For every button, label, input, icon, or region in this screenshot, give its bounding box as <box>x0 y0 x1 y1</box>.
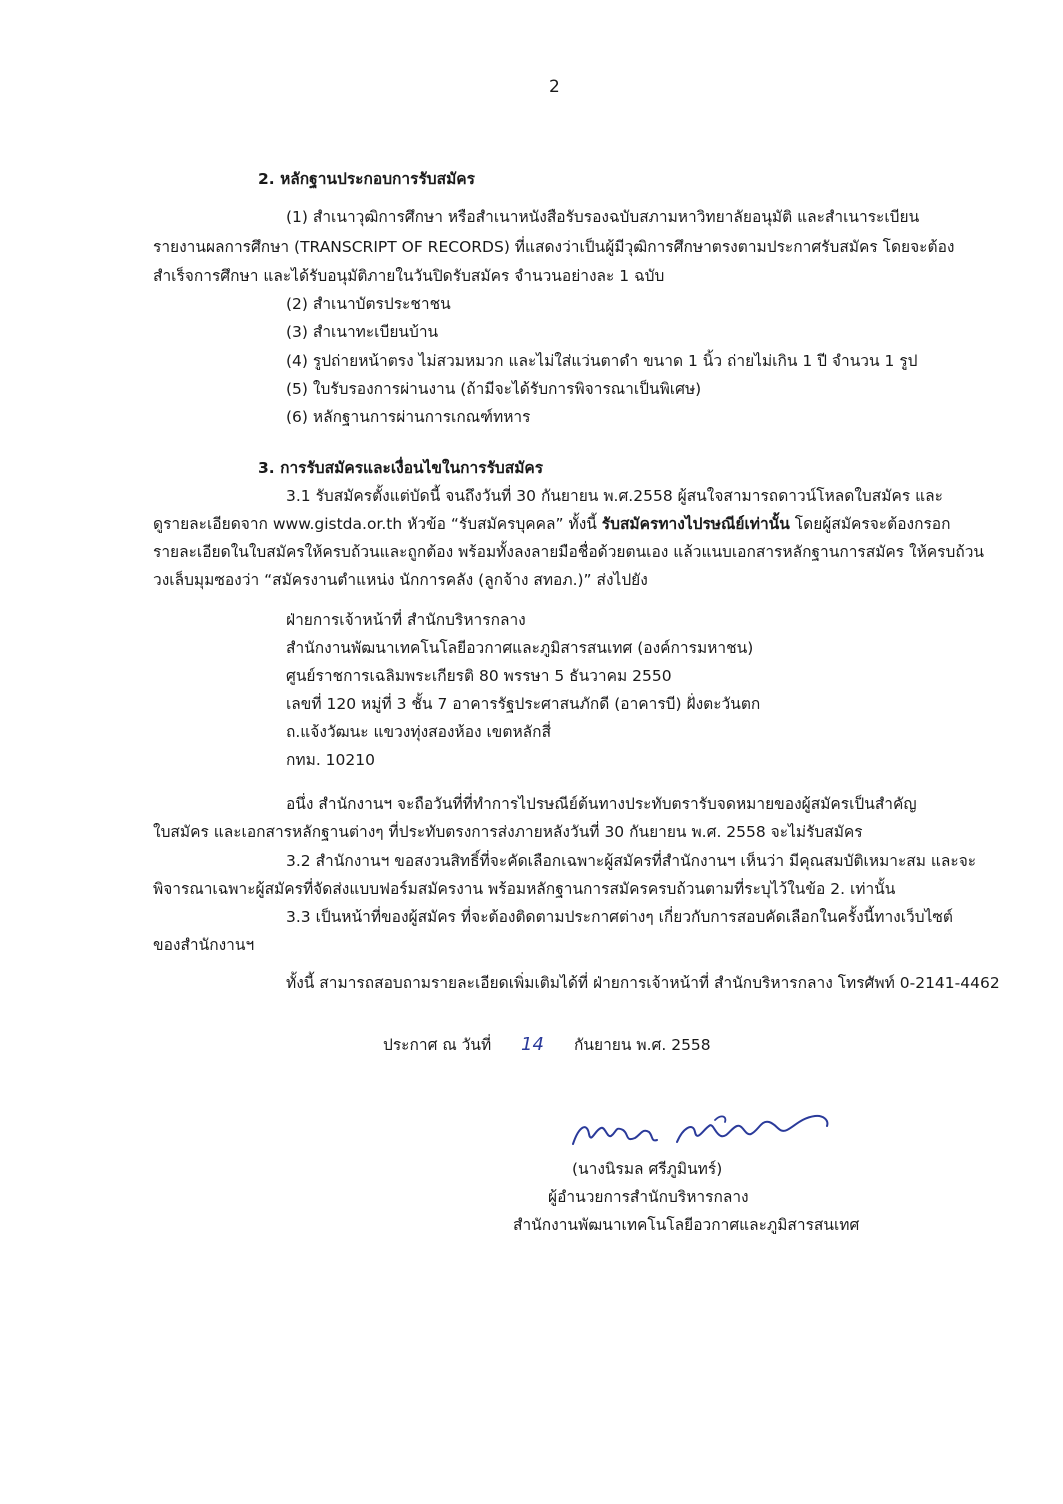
contact-line: ทั้งนี้ สามารถสอบถามรายละเอียดเพิ่มเติมได้ที่ ฝ่ายการเจ้าหน้าที่ สำนักบริหารกลาง โทรศัพท์ 0-2141-4462 <box>286 974 1000 992</box>
section-3-2-line-1: 3.2 สำนักงานฯ ขอสงวนสิทธิ์ที่จะคัดเลือกเฉพาะผู้สมัครที่สำนักงานฯ เห็นว่า มีคุณสมบัติเหมาะสม และจะ <box>286 852 977 870</box>
note-line-2: ใบสมัคร และเอกสารหลักฐานต่างๆ ที่ประทับตรงการส่งภายหลังวันที่ 30 กันยายน พ.ศ. 2558 จะไม่รับสมัคร <box>153 823 863 841</box>
address-line: ฝ่ายการเจ้าหน้าที่ สำนักบริหารกลาง <box>286 611 526 629</box>
signatory-position: ผู้อำนวยการสำนักบริหารกลาง <box>548 1188 749 1206</box>
postal-only-notice: รับสมัครทางไปรษณีย์เท่านั้น <box>601 515 790 533</box>
signature-image <box>565 1108 845 1158</box>
section-2-item-2: (2) สำเนาบัตรประชาชน <box>286 295 451 313</box>
address-line: ศูนย์ราชการเฉลิมพระเกียรติ 80 พรรษา 5 ธันวาคม 2550 <box>286 667 672 685</box>
section-3-1-line-2-start: ดูรายละเอียดจาก www.gistda.or.th หัวข้อ “รับสมัครบุคคล” ทั้งนี้ <box>153 515 602 533</box>
section-2-heading: 2. หลักฐานประกอบการรับสมัคร <box>258 170 475 188</box>
address-line: สำนักงานพัฒนาเทคโนโลยีอวกาศและภูมิสารสนเทศ (องค์การมหาชน) <box>286 639 754 657</box>
address-line: ถ.แจ้งวัฒนะ แขวงทุ่งสองห้อง เขตหลักสี่ <box>286 723 552 741</box>
section-3-heading: 3. การรับสมัครและเงื่อนไขในการรับสมัคร <box>258 459 544 477</box>
section-3-1-line-2 <box>153 513 950 535</box>
signatory-name: (นางนิรมล ศรีภูมินทร์) <box>572 1160 723 1178</box>
section-3-3-line-1: 3.3 เป็นหน้าที่ของผู้สมัคร ที่จะต้องติดตามประกาศต่างๆ เกี่ยวกับการสอบคัดเลือกในครั้งนี้ทางเว็บไซต์ <box>286 908 953 926</box>
section-3-2-line-2: พิจารณาเฉพาะผู้สมัครที่จัดส่งแบบฟอร์มสมัครงาน พร้อมหลักฐานการสมัครครบถ้วนตามที่ระบุไว้ในข้อ 2. เท่านั้น <box>153 880 896 898</box>
section-3-1-line-2-end: โดยผู้สมัครจะต้องกรอก <box>789 515 951 533</box>
section-2-item-1-line-2: รายงานผลการศึกษา (TRANSCRIPT OF RECORDS) ที่แสดงว่าเป็นผู้มีวุฒิการศึกษาตรงตามประกาศรับสมัคร โดยจะต้อง <box>153 238 955 256</box>
section-2-item-1-line-3: สำเร็จการศึกษา และได้รับอนุมัติภายในวันปิดรับสมัคร จำนวนอย่างละ 1 ฉบับ <box>153 267 665 285</box>
section-2-item-5: (5) ใบรับรองการผ่านงาน (ถ้ามีจะได้รับการพิจารณาเป็นพิเศษ) <box>286 380 702 398</box>
signatory-organization: สำนักงานพัฒนาเทคโนโลยีอวกาศและภูมิสารสนเทศ <box>513 1216 860 1234</box>
announcement-month-year: กันยายน พ.ศ. 2558 <box>574 1036 711 1054</box>
announcement-day: 14 <box>521 1034 544 1055</box>
section-3-3-line-2: ของสำนักงานฯ <box>153 936 255 954</box>
address-line: เลขที่ 120 หมู่ที่ 3 ชั้น 7 อาคารรัฐประศาสนภักดี (อาคารบี) ฝั่งตะวันตก <box>286 695 761 713</box>
page-number: 2 <box>549 77 560 97</box>
section-3-1-line-1: 3.1 รับสมัครตั้งแต่บัดนี้ จนถึงวันที่ 30 กันยายน พ.ศ.2558 ผู้สนใจสามารถดาวน์โหลดใบสมัคร และ <box>286 487 943 505</box>
section-2-item-3: (3) สำเนาทะเบียนบ้าน <box>286 323 439 341</box>
section-3-1-line-4: วงเล็บมุมซองว่า “สมัครงานตำแหน่ง นักการคลัง (ลูกจ้าง สทอภ.)” ส่งไปยัง <box>153 571 648 589</box>
section-3-1-line-3: รายละเอียดในใบสมัครให้ครบถ้วนและถูกต้อง พร้อมทั้งลงลายมือชื่อด้วยตนเอง แล้วแนบเอกสารหลักฐานการสมัคร ให้ครบถ้วน <box>153 543 985 561</box>
announcement-prefix: ประกาศ ณ วันที่ <box>383 1036 492 1054</box>
note-line-1: อนึ่ง สำนักงานฯ จะถือวันที่ที่ทำการไปรษณีย์ต้นทางประทับตรารับจดหมายของผู้สมัครเป็นสำคัญ <box>286 795 917 813</box>
section-2-item-4: (4) รูปถ่ายหน้าตรง ไม่สวมหมวก และไม่ใส่แว่นตาดำ ขนาด 1 นิ้ว ถ่ายไม่เกิน 1 ปี จำนวน 1 รูป <box>286 352 918 370</box>
section-2-item-6: (6) หลักฐานการผ่านการเกณฑ์ทหาร <box>286 408 531 426</box>
section-2-item-1-line-1: (1) สำเนาวุฒิการศึกษา หรือสำเนาหนังสือรับรองฉบับสภามหาวิทยาลัยอนุมัติ และสำเนาระเบียน <box>286 208 920 226</box>
address-line: กทม. 10210 <box>286 751 375 769</box>
